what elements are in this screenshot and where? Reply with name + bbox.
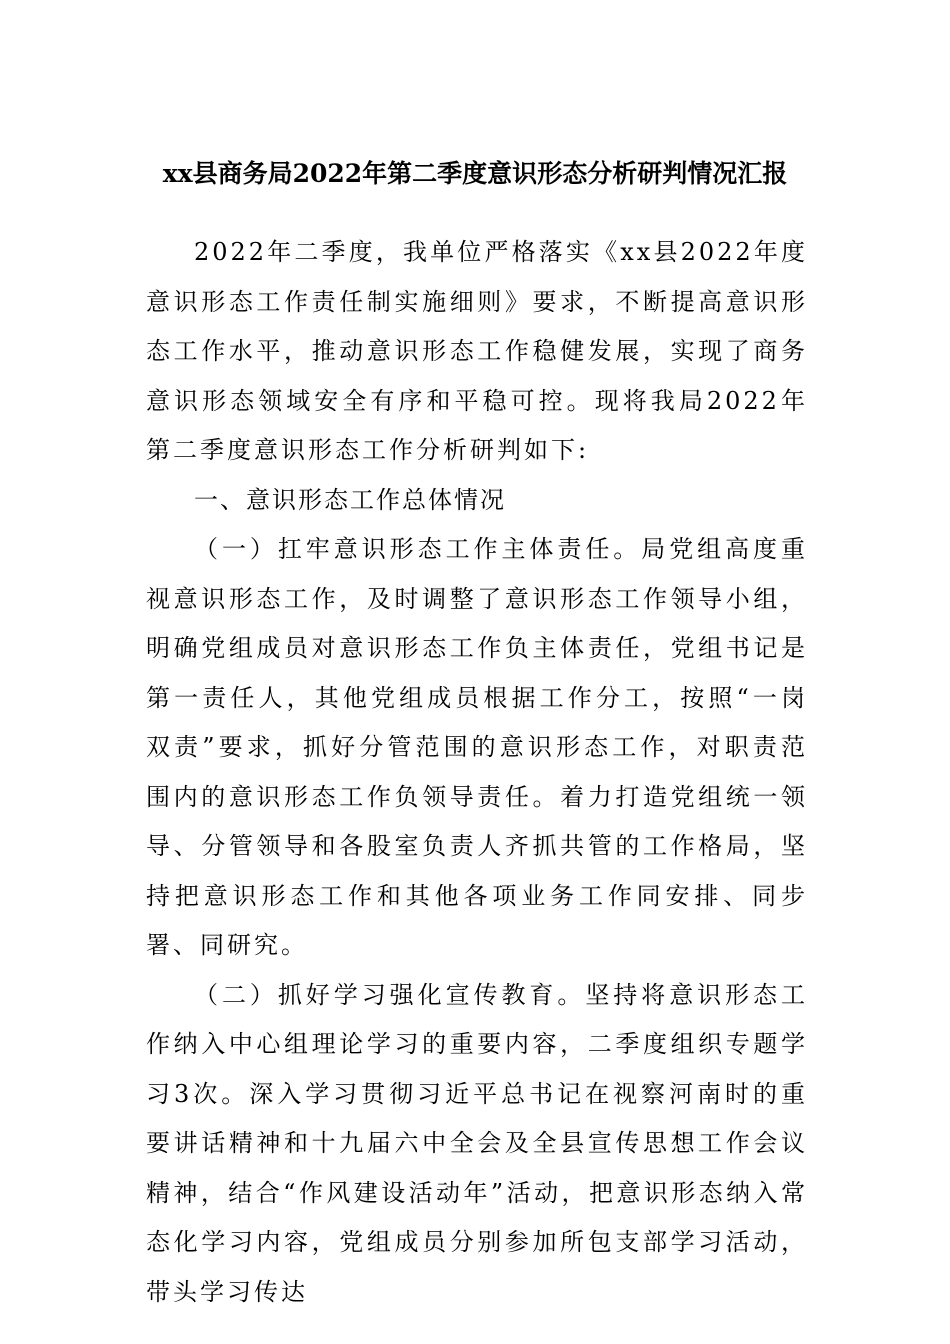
section-heading-overall: 一、意识形态工作总体情况 [194,485,506,514]
document-body [146,228,808,1317]
document-title: xx县商务局2022年第二季度意识形态分析研判情况汇报 [162,159,788,188]
paragraph-study-education: （二）抓好学习强化宣传教育。坚持将意识形态工作纳入中心组理论学习的重要内容，二季度组织专题学习3次。深入学习贯彻习近平总书记在视察河南时的重要讲话精神和十九届六中全会及全县宣传思想工作会议精神，结合“作风建设活动年”活动，把意识形态纳入常态化学习内容，党组成员分别参加所包支部学习活动，带头学习传达 [146,980,808,1306]
paragraph-responsibility: （一）扛牢意识形态工作主体责任。局党组高度重视意识形态工作，及时调整了意识形态工作领导小组，明确党组成员对意识形态工作负主体责任，党组书记是第一责任人，其他党组成员根据工作分工，按照“一岗双责”要求，抓好分管范围的意识形态工作，对职责范围内的意识形态工作负领导责任。着力打造党组统一领导、分管领导和各股室负责人齐抓共管的工作格局，坚持把意识形态工作和其他各项业务工作同安排、同步署、同研究。 [146,535,808,959]
intro-paragraph: 2022年二季度，我单位严格落实《xx县2022年度意识形态工作责任制实施细则》要求，不断提高意识形态工作水平，推动意识形态工作稳健发展，实现了商务意识形态领域安全有序和平稳可控。现将我局2022年第二季度意识形态工作分析研判如下: [146,238,808,464]
